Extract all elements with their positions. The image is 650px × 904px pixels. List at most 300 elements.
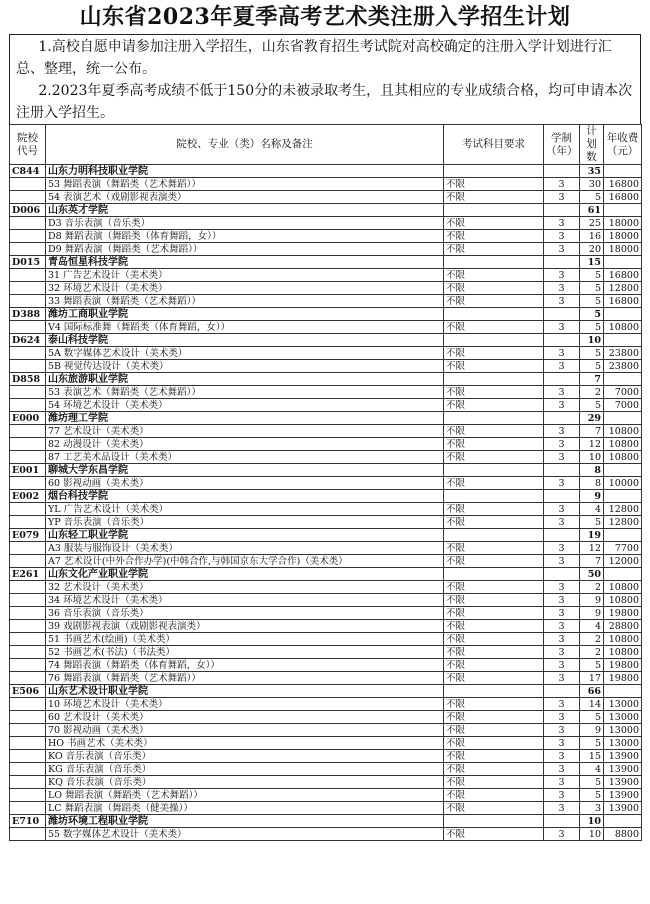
major-plan: 2 [580, 386, 604, 399]
major-fee: 19800 [604, 659, 642, 672]
major-fee: 13900 [604, 789, 642, 802]
major-years: 3 [544, 425, 580, 438]
major-row [10, 581, 642, 594]
major-plan: 5 [580, 295, 604, 308]
major-code-empty [10, 451, 46, 464]
major-name: 87 工艺美术品设计（美术类） [46, 451, 444, 464]
major-fee: 13000 [604, 698, 642, 711]
major-row [10, 750, 642, 763]
major-row [10, 386, 642, 399]
major-row [10, 737, 642, 750]
institution-name: 山东轻工职业学院 [46, 529, 444, 542]
major-fee: 16800 [604, 269, 642, 282]
institution-name: 青岛恒星科技学院 [46, 256, 444, 269]
institution-code: E001 [10, 464, 46, 477]
institution-years-empty [544, 256, 580, 269]
major-subject: 不限 [444, 607, 544, 620]
major-subject: 不限 [444, 646, 544, 659]
institution-code: E506 [10, 685, 46, 698]
major-fee: 28800 [604, 620, 642, 633]
major-code-empty [10, 282, 46, 295]
major-plan: 9 [580, 594, 604, 607]
major-name: 32 环境艺术设计（美术类） [46, 282, 444, 295]
institution-subject-empty [444, 490, 544, 503]
major-years: 3 [544, 321, 580, 334]
institution-fee-empty [604, 529, 642, 542]
major-code-empty [10, 763, 46, 776]
major-subject: 不限 [444, 178, 544, 191]
major-fee: 12800 [604, 516, 642, 529]
institution-plan-total: 5 [580, 308, 604, 321]
institution-subject-empty [444, 373, 544, 386]
major-subject: 不限 [444, 724, 544, 737]
major-name: 82 动漫设计（美术类） [46, 438, 444, 451]
major-fee: 8800 [604, 828, 642, 841]
institution-years-empty [544, 815, 580, 828]
institution-row [10, 308, 642, 321]
major-row [10, 724, 642, 737]
major-name: 10 环境艺术设计（美术类） [46, 698, 444, 711]
institution-code: D388 [10, 308, 46, 321]
major-subject: 不限 [444, 711, 544, 724]
major-code-empty [10, 295, 46, 308]
major-code-empty [10, 646, 46, 659]
major-plan: 4 [580, 763, 604, 776]
major-row [10, 295, 642, 308]
institution-plan-total: 10 [580, 334, 604, 347]
major-code-empty [10, 776, 46, 789]
major-code-empty [10, 672, 46, 685]
major-years: 3 [544, 269, 580, 282]
major-plan: 16 [580, 230, 604, 243]
major-name: 55 数字媒体艺术设计（美术类） [46, 828, 444, 841]
major-plan: 2 [580, 646, 604, 659]
major-years: 3 [544, 555, 580, 568]
major-subject: 不限 [444, 191, 544, 204]
major-subject: 不限 [444, 776, 544, 789]
major-row [10, 555, 642, 568]
institution-years-empty [544, 412, 580, 425]
major-years: 3 [544, 789, 580, 802]
major-years: 3 [544, 633, 580, 646]
institution-plan-total: 8 [580, 464, 604, 477]
major-row [10, 633, 642, 646]
major-years: 3 [544, 672, 580, 685]
major-name: KO 音乐表演（音乐类） [46, 750, 444, 763]
institution-plan-total: 10 [580, 815, 604, 828]
major-name: LC 舞蹈表演（舞蹈类（健美操）） [46, 802, 444, 815]
major-fee: 10800 [604, 633, 642, 646]
institution-subject-empty [444, 308, 544, 321]
enrollment-plan-table [9, 124, 642, 841]
major-years: 3 [544, 178, 580, 191]
major-row [10, 711, 642, 724]
institution-row [10, 490, 642, 503]
major-code-empty [10, 386, 46, 399]
major-row [10, 360, 642, 373]
major-plan: 3 [580, 802, 604, 815]
major-plan: 5 [580, 321, 604, 334]
major-subject: 不限 [444, 386, 544, 399]
institution-name: 山东英才学院 [46, 204, 444, 217]
major-code-empty [10, 438, 46, 451]
institution-subject-empty [444, 685, 544, 698]
major-fee: 18000 [604, 230, 642, 243]
major-years: 3 [544, 451, 580, 464]
major-plan: 5 [580, 737, 604, 750]
major-row [10, 607, 642, 620]
major-code-empty [10, 178, 46, 191]
major-subject: 不限 [444, 555, 544, 568]
major-plan: 9 [580, 607, 604, 620]
major-years: 3 [544, 620, 580, 633]
major-subject: 不限 [444, 516, 544, 529]
institution-subject-empty [444, 568, 544, 581]
major-code-empty [10, 711, 46, 724]
major-name: 36 音乐表演（音乐类） [46, 607, 444, 620]
major-name: 54 环境艺术设计（美术类） [46, 399, 444, 412]
major-code-empty [10, 594, 46, 607]
major-plan: 5 [580, 399, 604, 412]
major-row [10, 620, 642, 633]
major-subject: 不限 [444, 802, 544, 815]
institution-years-empty [544, 165, 580, 178]
institution-fee-empty [604, 334, 642, 347]
institution-row [10, 256, 642, 269]
institution-years-empty [544, 529, 580, 542]
major-years: 3 [544, 477, 580, 490]
major-plan: 30 [580, 178, 604, 191]
major-name: 32 艺术设计（美术类） [46, 581, 444, 594]
major-row [10, 516, 642, 529]
major-subject: 不限 [444, 269, 544, 282]
major-subject: 不限 [444, 750, 544, 763]
major-plan: 25 [580, 217, 604, 230]
major-fee: 23800 [604, 347, 642, 360]
header-code: 院校代号 [10, 125, 46, 165]
major-name: A7 艺术设计(中外合作办学)(中韩合作,与韩国京东大学合作)（美术类） [46, 555, 444, 568]
major-code-empty [10, 737, 46, 750]
major-row [10, 646, 642, 659]
major-name: A3 服装与服饰设计（美术类） [46, 542, 444, 555]
major-years: 3 [544, 386, 580, 399]
major-fee: 13900 [604, 750, 642, 763]
major-code-empty [10, 516, 46, 529]
major-fee: 10800 [604, 425, 642, 438]
major-fee: 16800 [604, 178, 642, 191]
major-plan: 7 [580, 555, 604, 568]
major-row [10, 503, 642, 516]
major-name: LO 舞蹈表演（舞蹈类（艺术舞蹈）） [46, 789, 444, 802]
major-years: 3 [544, 217, 580, 230]
institution-fee-empty [604, 490, 642, 503]
major-fee: 10800 [604, 646, 642, 659]
major-plan: 7 [580, 425, 604, 438]
major-row [10, 698, 642, 711]
institution-plan-total: 35 [580, 165, 604, 178]
major-row [10, 763, 642, 776]
institution-fee-empty [604, 165, 642, 178]
institution-plan-total: 19 [580, 529, 604, 542]
major-plan: 5 [580, 282, 604, 295]
institution-row [10, 373, 642, 386]
major-subject: 不限 [444, 399, 544, 412]
institution-plan-total: 7 [580, 373, 604, 386]
major-plan: 12 [580, 542, 604, 555]
major-name: D3 音乐表演（音乐类） [46, 217, 444, 230]
major-code-empty [10, 698, 46, 711]
table-header-row [10, 125, 642, 165]
institution-subject-empty [444, 165, 544, 178]
major-years: 3 [544, 347, 580, 360]
major-subject: 不限 [444, 360, 544, 373]
major-fee: 19800 [604, 672, 642, 685]
note-2: 2.2023年夏季高考成绩不低于150分的未被录取考生，且其相应的专业成绩合格，均可申请本次注册入学招生。 [16, 83, 633, 121]
major-subject: 不限 [444, 295, 544, 308]
institution-subject-empty [444, 464, 544, 477]
major-fee: 12000 [604, 555, 642, 568]
major-subject: 不限 [444, 477, 544, 490]
major-name: 53 舞蹈表演（舞蹈类（艺术舞蹈）） [46, 178, 444, 191]
major-row [10, 269, 642, 282]
major-years: 3 [544, 581, 580, 594]
institution-fee-empty [604, 204, 642, 217]
institution-row [10, 464, 642, 477]
major-plan: 2 [580, 633, 604, 646]
institution-name: 泰山科技学院 [46, 334, 444, 347]
institution-fee-empty [604, 308, 642, 321]
institution-code: C844 [10, 165, 46, 178]
institution-code: E002 [10, 490, 46, 503]
major-plan: 5 [580, 347, 604, 360]
major-code-empty [10, 555, 46, 568]
header-years: 学制（年） [544, 125, 580, 165]
major-subject: 不限 [444, 659, 544, 672]
institution-plan-total: 61 [580, 204, 604, 217]
institution-fee-empty [604, 373, 642, 386]
major-plan: 12 [580, 438, 604, 451]
major-years: 3 [544, 503, 580, 516]
major-fee: 12800 [604, 282, 642, 295]
major-code-empty [10, 724, 46, 737]
major-years: 3 [544, 243, 580, 256]
major-code-empty [10, 243, 46, 256]
major-code-empty [10, 802, 46, 815]
major-code-empty [10, 230, 46, 243]
major-years: 3 [544, 802, 580, 815]
major-plan: 17 [580, 672, 604, 685]
major-years: 3 [544, 646, 580, 659]
major-row [10, 828, 642, 841]
major-plan: 5 [580, 516, 604, 529]
major-subject: 不限 [444, 672, 544, 685]
major-plan: 20 [580, 243, 604, 256]
major-row [10, 347, 642, 360]
major-years: 3 [544, 698, 580, 711]
major-name: YP 音乐表演（音乐类） [46, 516, 444, 529]
institution-plan-total: 29 [580, 412, 604, 425]
major-name: 60 艺术设计（美术类） [46, 711, 444, 724]
major-years: 3 [544, 438, 580, 451]
institution-code: E000 [10, 412, 46, 425]
major-plan: 4 [580, 620, 604, 633]
institution-code: E710 [10, 815, 46, 828]
major-name: 76 舞蹈表演（舞蹈类（艺术舞蹈）） [46, 672, 444, 685]
major-fee: 13000 [604, 737, 642, 750]
major-row [10, 282, 642, 295]
major-row [10, 321, 642, 334]
major-name: 70 影视动画（美术类） [46, 724, 444, 737]
major-name: V4 国际标准舞（舞蹈类（体育舞蹈，女）） [46, 321, 444, 334]
major-code-empty [10, 217, 46, 230]
institution-fee-empty [604, 685, 642, 698]
major-fee: 13900 [604, 763, 642, 776]
major-plan: 4 [580, 503, 604, 516]
major-name: 5A 数字媒体艺术设计（美术类） [46, 347, 444, 360]
institution-row [10, 685, 642, 698]
institution-years-empty [544, 685, 580, 698]
major-subject: 不限 [444, 789, 544, 802]
major-code-empty [10, 659, 46, 672]
major-plan: 5 [580, 711, 604, 724]
major-fee: 10800 [604, 594, 642, 607]
major-years: 3 [544, 282, 580, 295]
institution-code: D624 [10, 334, 46, 347]
institution-row [10, 815, 642, 828]
header-fee: 年收费（元） [604, 125, 642, 165]
major-name: 34 环境艺术设计（美术类） [46, 594, 444, 607]
major-subject: 不限 [444, 321, 544, 334]
major-years: 3 [544, 542, 580, 555]
major-plan: 9 [580, 724, 604, 737]
major-plan: 5 [580, 360, 604, 373]
institution-fee-empty [604, 568, 642, 581]
major-row [10, 451, 642, 464]
major-fee: 23800 [604, 360, 642, 373]
major-fee: 7000 [604, 399, 642, 412]
institution-subject-empty [444, 412, 544, 425]
major-name: 54 表演艺术（戏剧影视表演类） [46, 191, 444, 204]
major-plan: 5 [580, 191, 604, 204]
major-row [10, 230, 642, 243]
major-row [10, 217, 642, 230]
major-years: 3 [544, 230, 580, 243]
major-row [10, 802, 642, 815]
institution-years-empty [544, 568, 580, 581]
institution-code: D858 [10, 373, 46, 386]
major-plan: 10 [580, 451, 604, 464]
institution-name: 烟台科技学院 [46, 490, 444, 503]
major-code-empty [10, 607, 46, 620]
major-subject: 不限 [444, 581, 544, 594]
major-years: 3 [544, 594, 580, 607]
major-fee: 13000 [604, 724, 642, 737]
page-title: 山东省2023年夏季高考艺术类注册入学招生计划 [79, 4, 571, 30]
major-row [10, 789, 642, 802]
major-years: 3 [544, 724, 580, 737]
major-years: 3 [544, 516, 580, 529]
major-name: 39 戏剧影视表演（戏剧影视表演类） [46, 620, 444, 633]
major-years: 3 [544, 737, 580, 750]
institution-fee-empty [604, 412, 642, 425]
major-plan: 10 [580, 828, 604, 841]
major-code-empty [10, 425, 46, 438]
institution-row [10, 334, 642, 347]
major-subject: 不限 [444, 698, 544, 711]
notes-box [9, 34, 641, 124]
major-code-empty [10, 347, 46, 360]
major-code-empty [10, 269, 46, 282]
major-years: 3 [544, 828, 580, 841]
major-row [10, 594, 642, 607]
institution-plan-total: 15 [580, 256, 604, 269]
major-plan: 5 [580, 659, 604, 672]
institution-plan-total: 66 [580, 685, 604, 698]
institution-years-empty [544, 373, 580, 386]
major-subject: 不限 [444, 620, 544, 633]
major-subject: 不限 [444, 230, 544, 243]
major-name: 60 影视动画（美术类） [46, 477, 444, 490]
major-row [10, 399, 642, 412]
major-plan: 15 [580, 750, 604, 763]
major-row [10, 243, 642, 256]
major-subject: 不限 [444, 282, 544, 295]
major-name: KQ 音乐表演（音乐类） [46, 776, 444, 789]
major-subject: 不限 [444, 438, 544, 451]
institution-plan-total: 9 [580, 490, 604, 503]
institution-row [10, 568, 642, 581]
major-plan: 8 [580, 477, 604, 490]
major-code-empty [10, 503, 46, 516]
major-name: YL 广告艺术设计（美术类） [46, 503, 444, 516]
major-code-empty [10, 399, 46, 412]
major-subject: 不限 [444, 633, 544, 646]
major-plan: 5 [580, 776, 604, 789]
institution-name: 潍坊工商职业学院 [46, 308, 444, 321]
major-plan: 2 [580, 581, 604, 594]
institution-years-empty [544, 204, 580, 217]
institution-name: 山东艺术设计职业学院 [46, 685, 444, 698]
institution-subject-empty [444, 815, 544, 828]
major-fee: 16800 [604, 295, 642, 308]
institution-name: 潍坊环境工程职业学院 [46, 815, 444, 828]
major-row [10, 178, 642, 191]
institution-name: 潍坊理工学院 [46, 412, 444, 425]
major-fee: 18000 [604, 217, 642, 230]
institution-subject-empty [444, 256, 544, 269]
major-fee: 7000 [604, 386, 642, 399]
header-subject: 考试科目要求 [444, 125, 544, 165]
institution-plan-total: 50 [580, 568, 604, 581]
major-fee: 10800 [604, 581, 642, 594]
major-subject: 不限 [444, 763, 544, 776]
major-fee: 10800 [604, 321, 642, 334]
major-row [10, 425, 642, 438]
institution-subject-empty [444, 204, 544, 217]
major-years: 3 [544, 711, 580, 724]
major-years: 3 [544, 191, 580, 204]
major-fee: 10000 [604, 477, 642, 490]
institution-name: 山东文化产业职业学院 [46, 568, 444, 581]
major-subject: 不限 [444, 737, 544, 750]
major-years: 3 [544, 607, 580, 620]
major-code-empty [10, 789, 46, 802]
major-code-empty [10, 542, 46, 555]
major-code-empty [10, 750, 46, 763]
major-name: 51 书画艺术(绘画)（美术类） [46, 633, 444, 646]
major-years: 3 [544, 776, 580, 789]
major-fee: 16800 [604, 191, 642, 204]
